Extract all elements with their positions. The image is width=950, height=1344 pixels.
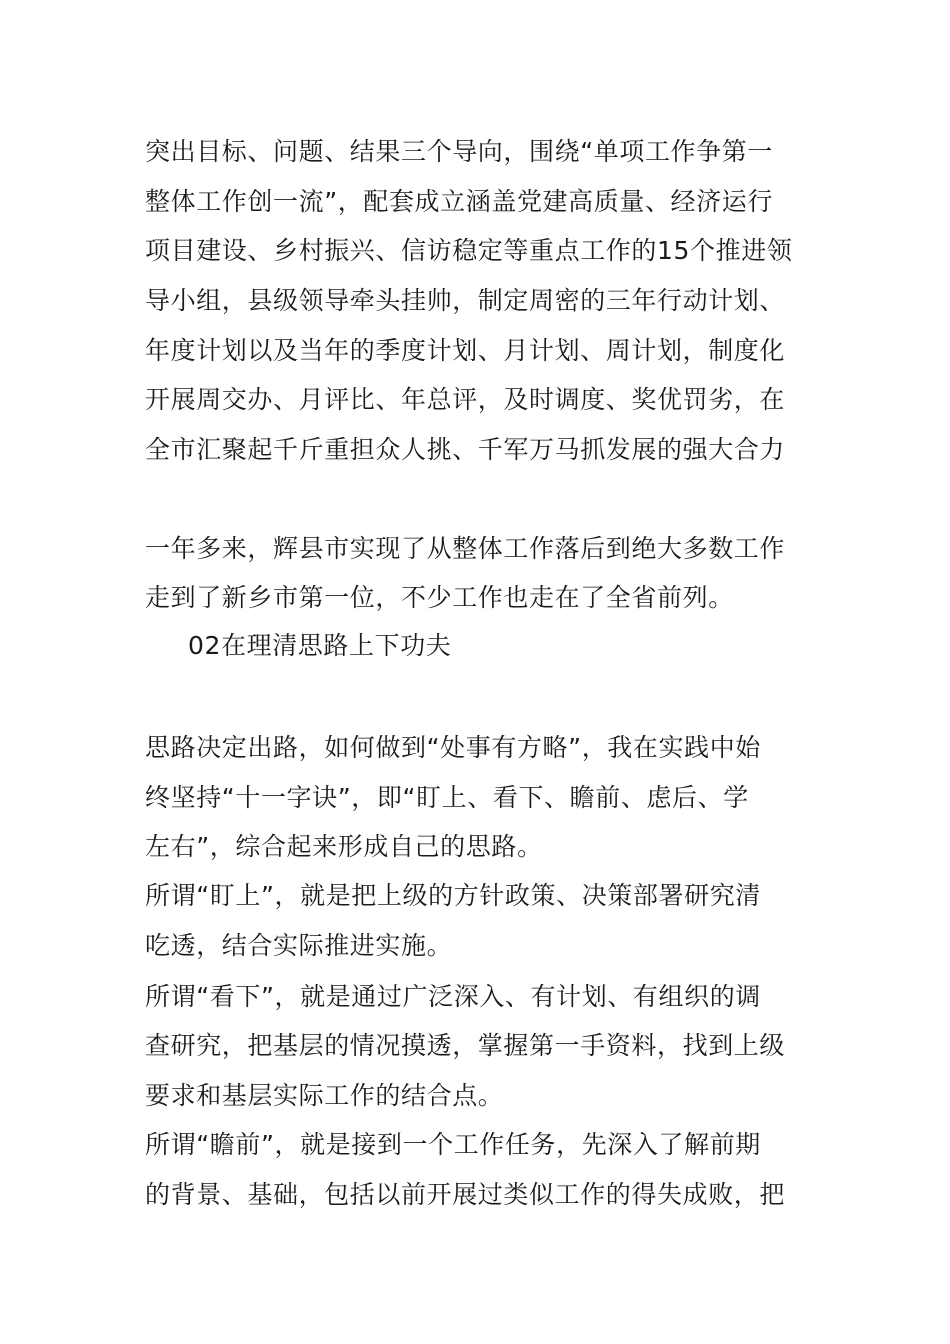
text-line: 全市汇聚起千斤重担众人挑、千军万马抓发展的强大合力 — [145, 435, 786, 464]
text-line: 查研究，把基层的情况摸透，掌握第一手资料，找到上级 — [145, 1031, 786, 1060]
text-line: 突出目标、问题、结果三个导向，围绕“单项工作争第一 — [145, 137, 773, 166]
text-line: 导小组，县级领导牵头挂帅，制定周密的三年行动计划、 — [145, 286, 786, 315]
text-line: 项目建设、乡村振兴、信访稳定等重点工作的15个推进领 — [145, 236, 793, 265]
text-line: 终坚持“十一字诀”，即“盯上、看下、瞻前、虑后、学 — [145, 783, 749, 812]
text-line: 吃透，结合实际推进实施。 — [145, 931, 453, 960]
text-line: 开展周交办、月评比、年总评，及时调度、奖优罚劣，在 — [145, 385, 786, 414]
section-heading: 02在理清思路上下功夫 — [188, 631, 452, 660]
text-line: 左右”，综合起来形成自己的思路。 — [145, 832, 543, 861]
text-line: 整体工作创一流”，配套成立涵盖党建高质量、经济运行 — [145, 187, 773, 216]
text-line: 走到了新乡市第一位，不少工作也走在了全省前列。 — [145, 583, 734, 612]
text-line: 思路决定出路，如何做到“处事有方略”，我在实践中始 — [145, 733, 761, 762]
text-line: 要求和基层实际工作的结合点。 — [145, 1081, 504, 1110]
text-line: 所谓“盯上”，就是把上级的方针政策、决策部署研究清 — [145, 881, 761, 910]
text-line: 年度计划以及当年的季度计划、月计划、周计划，制度化 — [145, 336, 786, 365]
text-line: 的背景、基础，包括以前开展过类似工作的得失成败，把 — [145, 1180, 786, 1209]
text-line: 所谓“瞻前”，就是接到一个工作任务，先深入了解前期 — [145, 1130, 761, 1159]
text-line: 所谓“看下”，就是通过广泛深入、有计划、有组织的调 — [145, 982, 761, 1011]
text-line: 一年多来，辉县市实现了从整体工作落后到绝大多数工作 — [145, 534, 786, 563]
